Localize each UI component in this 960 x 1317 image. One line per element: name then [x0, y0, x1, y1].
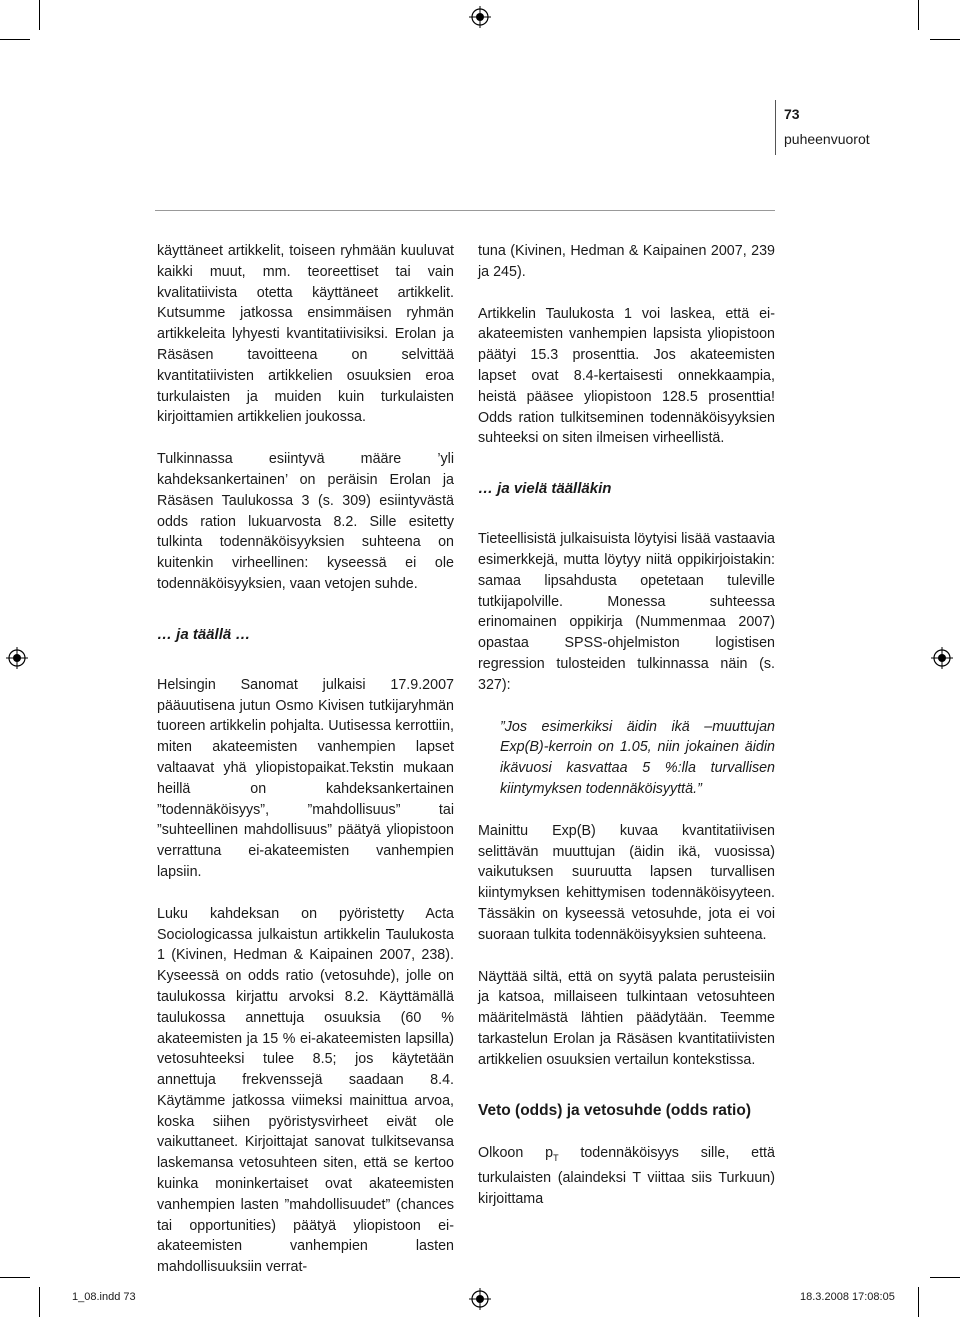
crop-mark [918, 0, 919, 30]
registration-mark-icon [469, 6, 491, 28]
footer-timestamp: 18.3.2008 17:08:05 [800, 1291, 895, 1303]
footer-file: 1_08.indd 73 [72, 1291, 136, 1303]
text-run: todennäköisyys sille, että turkulaisten (alaindeksi T viittaa siis Turkuun) kirjoittama [478, 1144, 775, 1207]
page-number: 73 [784, 106, 800, 122]
paragraph: käyttäneet artikkelit, toiseen ryhmään kuuluvat kaikki muut, mm. teoreettiset tai vain kvalitatiivista otetta käyttäneet artikkelit. Kutsumme jatkossa ensimmäisen ryhmän artikkeleita lyhyesti kvantitatiivisiksi. Erolan ja Räsäsen tavoitteena on selvittää kvantitatiivisten artikkelien osuuksien eroa turkulaisten ja muiden kuin turkulaisten kirjoittamien artikkelien joukossa. [157, 243, 454, 426]
registration-mark-icon [469, 1288, 491, 1310]
paragraph: Artikkelin Taulukosta 1 voi laskea, että ei-akateemisten vanhempien lapsista yliopistoon päätyi 15.3 prosenttia. Jos akateemisten lapset ovat 8.4-kertaisesti onnekkaampia, heistä pääsee yliopistoon 128.5 prosenttia! Odds ration tulkitseminen todennäköisyyksien suhteeksi on siten ilmeisen virheellistä. [478, 305, 775, 447]
crop-mark [918, 1287, 919, 1317]
top-rule [155, 210, 775, 211]
crop-mark [39, 1287, 40, 1317]
subsection-heading: Veto (odds) ja vetosuhde (odds ratio) [478, 1101, 751, 1119]
crop-mark [930, 1277, 960, 1278]
text-run: Olkoon p [478, 1144, 554, 1161]
left-column [157, 241, 454, 1299]
header-divider [775, 100, 776, 155]
paragraph: Luku kahdeksan on pyöristetty Acta Sociologicassa julkaistun artikkelin Taulukosta 1 (Kivinen, Hedman & Kaipainen 2007, 238). Kyseessä on odds ratio (vetosuhde), jolle on taulukossa kirjattu arvoksi 8.2. Käyttämällä taulukossa annettuja osuuksia (60 % akateemisten ja 15 % ei-akateemisten lapsilla) vetosuhteeksi tulee 8.5; jos käytetään annettuja frekvenssejä saadaan 8.4. Käytämme jatkossa viimeksi mainittua arvoa, koska siihen pyöristysvirheet eivät ole vaikuttaneet. Kirjoittajat sanovat tulkitsevansa laskemansa vetosuhteen siten, että se kertoo kuinka moninkertaiset ovat akateemisten vanhempien lasten ”mahdollisuudet” (chances tai opportunities) päätyä yliopistoon ei-akateemisten vanhempien lasten mahdollisuuksiin verrat- [157, 905, 454, 1276]
paragraph: Mainittu Exp(B) kuvaa kvantitatiivisen selittävän muuttujan (äidin ikä, vuosissa) vaikutuksen suuruutta lapsen turvallisen kiintymyksen kehittymisen todennäköisyyteen. Tässäkin on kyseessä vetosuhde, jota ei voi suoraan tulkita todennäköisyyksien suhteena. [478, 822, 775, 943]
right-column [478, 241, 775, 1231]
crop-mark [0, 39, 30, 40]
section-heading: … ja täällä … [157, 625, 251, 643]
subscript: T [553, 1152, 559, 1163]
registration-mark-icon [6, 647, 28, 669]
paragraph: Tieteellisistä julkaisuista löytyisi lisää vastaavia esimerkkejä, mutta löytyy niitä oppikirjoistakin: samaa lipsahdusta opetetaan tuleville tutkijapolville. Monessa suhteessa erinomainen oppikirja (Nummenmaa 2007) opastaa SPSS-ohjelmiston logistisen regression tulosteiden tulkinnassa näin (s. 327): [478, 531, 775, 693]
section-heading: … ja vielä täälläkin [478, 480, 612, 498]
registration-mark-icon [931, 647, 953, 669]
crop-mark [930, 39, 960, 40]
paragraph: tuna (Kivinen, Hedman & Kaipainen 2007, 239 ja 245). [478, 243, 775, 280]
section-title: puheenvuorot [784, 131, 870, 147]
paragraph: Tulkinnassa esiintyvä määre ’yli kahdeksankertainen’ on peräisin Erolan ja Räsäsen Taulukossa 3 (s. 309) esiintyvästä odds ration lukuarvosta 8.2. Sille esitetty tulkinta todennäköisyyksien suhteena on kuitenkin virheellinen: kyseessä ei ole todennäköisyyksien, vaan vetojen suhde. [157, 451, 454, 592]
paragraph [478, 1143, 775, 1210]
crop-mark [39, 0, 40, 30]
block-quote: ”Jos esimerkiksi äidin ikä –muuttujan Exp(B)-kerroin on 1.05, niin jokainen äidin ikävuosi kasvattaa 5 %:lla turvallisen kiintymyksen todennäköisyyttä.” [500, 718, 775, 797]
crop-mark [0, 1277, 30, 1278]
paragraph: Näyttää siltä, että on syytä palata perusteisiin ja katsoa, millaiseen tulkintaan vetosuhteen määritelmästä lähtien päädytään. Teemme tarkastelun Erolan ja Räsäsen kvantitatiivisten artikkelien osuuksien vertailun kontekstissa. [478, 968, 775, 1068]
paragraph: Helsingin Sanomat julkaisi 17.9.2007 pääuutisena jutun Osmo Kivisen tutkijaryhmän tuoreen artikkelin pohjalta. Uutisessa kerrottiin, miten akateemisten vanhempien lapset valtaavat yhä yliopistopaikat.Tekstin mukaan heillä on kahdeksankertainen ”todennäköisyys”, ”mahdollisuus” tai ”suhteellinen mahdollisuus” päätyä yliopistoon verrattuna ei-akateemisten vanhempien lapsiin. [157, 676, 454, 880]
